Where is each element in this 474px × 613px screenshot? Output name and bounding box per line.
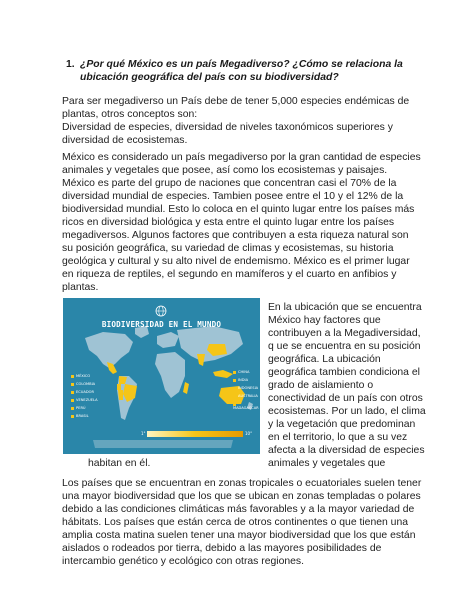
legend-item-china: CHINA xyxy=(233,370,249,374)
scale-max-label: 10° xyxy=(245,431,253,436)
india-highlight xyxy=(197,354,205,366)
paragraph-requirements: Para ser megadiverso un País debe de tener 5,000 especies endémicas de plantas, otros conceptos son: xyxy=(62,96,410,120)
legend-item-brasil: BRASIL xyxy=(71,414,89,418)
map-title: BIODIVERSIDAD EN EL MUNDO xyxy=(101,320,222,329)
legend-item-peru: PERÚ xyxy=(71,406,86,410)
question-heading xyxy=(66,58,426,84)
madagascar-highlight xyxy=(183,382,189,394)
europe-land xyxy=(157,332,179,348)
ecuador-highlight xyxy=(117,384,121,390)
legend-item-ecuador: ECUADOR xyxy=(71,390,94,394)
paragraph-continuation: habitan en él. xyxy=(88,458,151,469)
diversity-scale-bar xyxy=(147,431,243,437)
legend-item-australia: AUSTRALIA xyxy=(233,394,258,398)
legend-item-colombia: COLOMBIA xyxy=(71,382,95,386)
legend-item-indonesia: INDONESIA xyxy=(233,386,258,390)
north-america-land xyxy=(85,332,133,368)
scale-min-label: 1° xyxy=(141,431,146,436)
question-number: 1. xyxy=(66,59,75,70)
legend-item-venezuela: VENEZUELA xyxy=(71,398,98,402)
indonesia-highlight xyxy=(213,370,233,378)
mexico-highlight xyxy=(107,362,117,374)
paragraph-tropical-countries: Los países que se encuentran en zonas tropicales o ecuatoriales suelen tener una mayor biodiversidad que los que se ubican en zonas templadas o polares debido a las condiciones climáticas más favorables y a la mayor variedad de hábitats. Los países que están cerca de otros continentes o que tienen una amplia costa matina suelen tener una mayor biodiversidad que los que están aislados o rodeados por tierra, debido a las mayores posibilidades de intercambio genético y ecológico con otras regiones. xyxy=(62,478,422,567)
legend-item-madagascar: MADAGASCAR xyxy=(233,402,260,410)
paragraph-mexico-megadiverse: México es considerado un país megadiverso por la gran cantidad de especies animales y vegetales que posee, así como los ecosistemas y paisajes. México es parte del grupo de naciones que concentran casi el 70% de la diversidad mundial de especies. Tambien posee entre el 10 y el 12% de la biodiversidad mundial. Esto lo coloca en el quinto lugar entre los países más ricos en diversidad biológica y esta entre el quinto lugar entre los países megadiversos. Algunos factores que contribuyen a esta riqueza natural son su posición geográfica, su variedad de climas y ecosistemas, su historia geológica y cultural y su alto nivel de endemismo. México es el primer lugar en riqueza de reptiles, el segundo en mamíferos y el cuarto en anfibios y plantas. xyxy=(62,152,421,293)
africa-land xyxy=(155,352,185,398)
paragraph-geographic-location: En la ubicación que se encuentra México hay factores que contribuyen a la Megadiversidad, q ue se encuentra en su posición geográfica. La ubicación geográfica tambien condiciona el grado de aislamiento o conectividad de un país con otros ecosistemas. Por un lado, el clima y la vegetación que predominan en el territorio, lo que a su vez afecta a la diversidad de especies animales y vegetales que xyxy=(268,302,426,469)
biodiversity-world-map xyxy=(63,298,260,454)
question-text: ¿Por qué México es un país Megadiverso? ¿Cómo se relaciona la ubicación geográfica del país con su biodiversidad? xyxy=(80,59,403,83)
paragraph-concepts: Diversidad de especies, diversidad de niveles taxonómicos superiores y diversidad de ecosistemas. xyxy=(62,122,393,146)
legend-item-india: INDIA xyxy=(233,378,248,382)
legend-item-mexico: MÉXICO xyxy=(71,374,90,378)
